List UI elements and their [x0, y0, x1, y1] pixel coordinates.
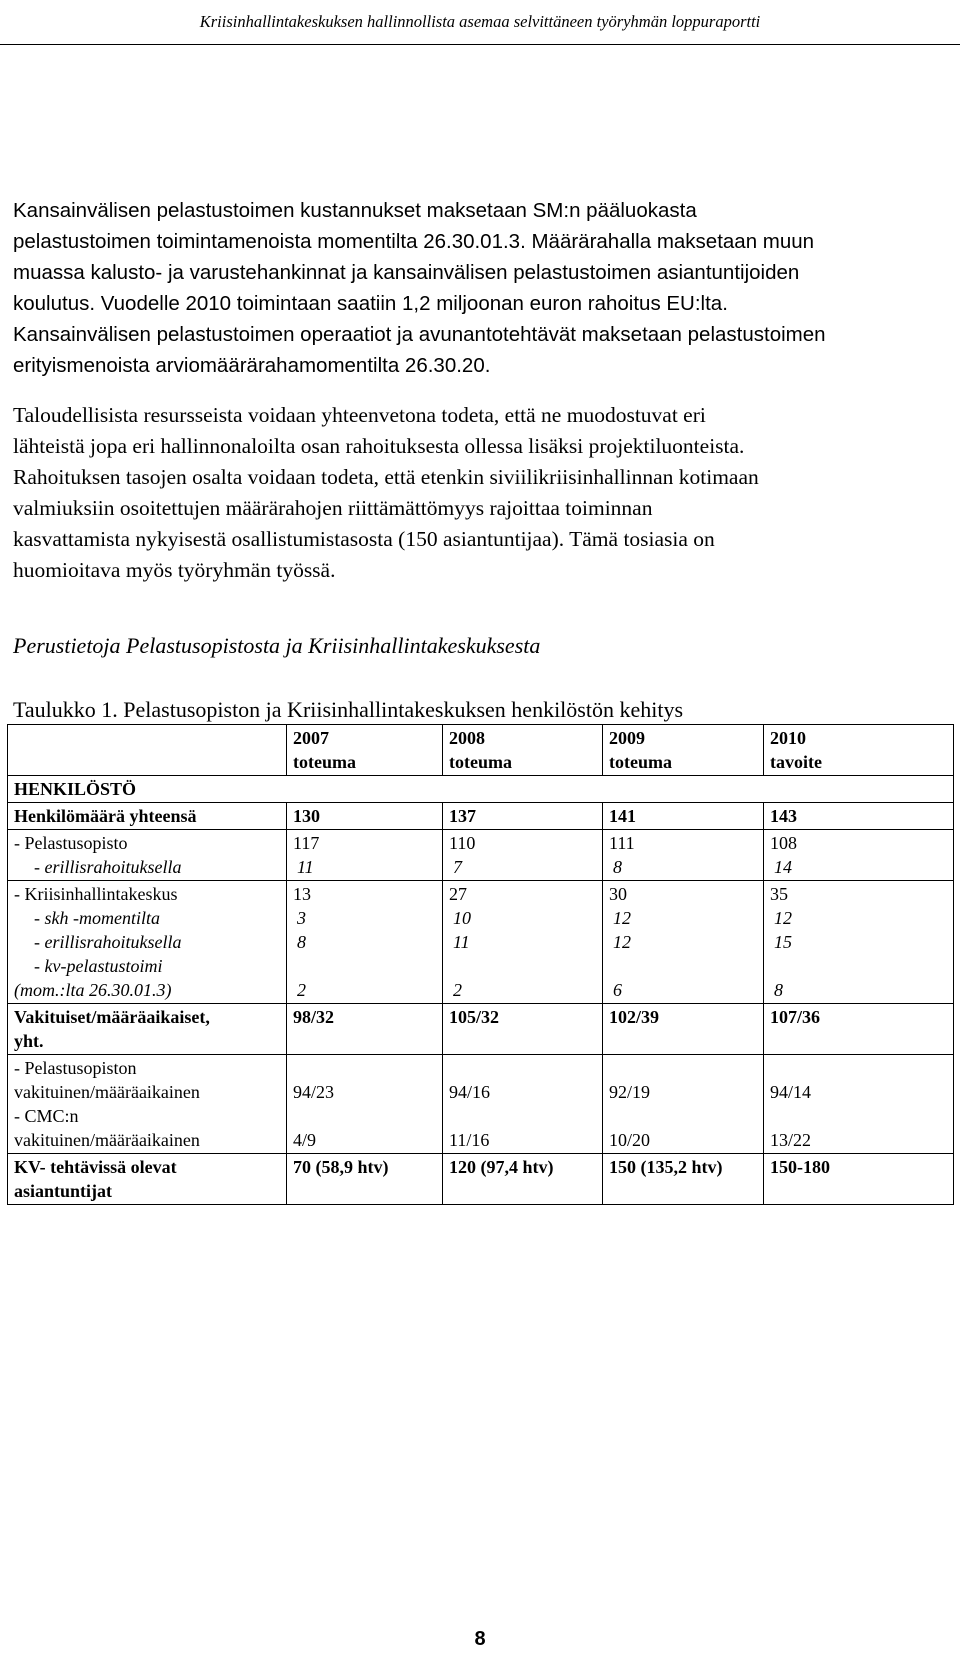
table-cell: 130 [287, 803, 443, 830]
table-caption: Taulukko 1. Pelastusopiston ja Kriisinhallintakeskuksen henkilöstön kehitys [13, 697, 684, 722]
paragraph-resources [13, 400, 943, 586]
page-number: 8 [474, 1628, 486, 1650]
paragraph-line: pelastustoimen toimintamenoista momentilta 26.30.01.3. Määrärahalla maksetaan muun [13, 230, 815, 253]
table-cell: 107/36 [764, 1004, 954, 1055]
row-label: Henkilömäärä yhteensä [8, 803, 287, 830]
header-title: Kriisinhallintakeskuksen hallinnollista asemaa selvittäneen työryhmän loppuraportti [199, 12, 761, 31]
table-cell: 102/39 [603, 1004, 764, 1055]
table-cell: 141 [603, 803, 764, 830]
row-label: - Pelastusopisto - erillisrahoituksella [8, 830, 287, 881]
header-cell-2007: 2007 toteuma [287, 725, 443, 776]
table-cell: 150-180 [764, 1154, 954, 1205]
table-cell: 92/19 10/20 [603, 1055, 764, 1154]
table-cell: 94/16 11/16 [443, 1055, 603, 1154]
paragraph-line: Kansainvälisen pelastustoimen kustannukset maksetaan SM:n pääluokasta [13, 199, 697, 222]
paragraph-line: erityismenoista arviomäärärahamomentilta 26.30.20. [13, 354, 491, 377]
table-row [8, 830, 954, 881]
table-cell: 117 11 [287, 830, 443, 881]
row-label: - Pelastusopiston vakituinen/määräaikainen - CMC:n vakituinen/määräaikainen [8, 1055, 287, 1154]
paragraph-line: lähteistä jopa eri hallinnonaloilta osan rahoituksesta ollessa lisäksi projektiluonteista. [13, 434, 745, 458]
paragraph-line: Taloudellisista resursseista voidaan yhteenvetona todeta, että ne muodostuvat eri [13, 403, 706, 427]
paragraph-line: Kansainvälisen pelastustoimen operaatiot ja avunantotehtävät maksetaan pelastustoimen [13, 323, 826, 346]
table-row [8, 881, 954, 1004]
table-cell: 27 10 11 2 [443, 881, 603, 1004]
table-row [8, 1055, 954, 1154]
header-empty-cell [8, 725, 287, 776]
header-cell-2008: 2008 toteuma [443, 725, 603, 776]
table-cell: 35 12 15 8 [764, 881, 954, 1004]
paragraph-line: muassa kalusto- ja varustehankinnat ja kansainvälisen pelastustoimen asiantuntijoiden [13, 261, 800, 284]
table-row [8, 1154, 954, 1205]
table-cell: 94/23 4/9 [287, 1055, 443, 1154]
row-label: Vakituiset/määräaikaiset, yht. [8, 1004, 287, 1055]
paragraph-line: Rahoituksen tasojen osalta voidaan todeta, että etenkin siviilikriisinhallinnan kotimaan [13, 465, 759, 489]
table-cell: 30 12 12 6 [603, 881, 764, 1004]
table-row [8, 803, 954, 830]
table-cell: 120 (97,4 htv) [443, 1154, 603, 1205]
row-label: KV- tehtävissä olevat asiantuntijat [8, 1154, 287, 1205]
staff-table [7, 724, 954, 1205]
table-cell: 111 8 [603, 830, 764, 881]
table-cell: 108 14 [764, 830, 954, 881]
table-row [8, 1004, 954, 1055]
paragraph-line: kasvattamista nykyisestä osallistumistasosta (150 asiantuntijaa). Tämä tosiasia on [13, 527, 715, 551]
section-row [8, 776, 954, 803]
paragraph-line: koulutus. Vuodelle 2010 toimintaan saatiin 1,2 miljoonan euron rahoitus EU:lta. [13, 292, 728, 315]
section-label-cell: HENKILÖSTÖ [8, 776, 954, 803]
table-cell: 143 [764, 803, 954, 830]
table-cell: 150 (135,2 htv) [603, 1154, 764, 1205]
table-cell: 13 3 8 2 [287, 881, 443, 1004]
page-header [0, 0, 960, 45]
table-cell: 70 (58,9 htv) [287, 1154, 443, 1205]
table-cell: 110 7 [443, 830, 603, 881]
table-header-row [8, 725, 954, 776]
paragraph-line: valmiuksiin osoitettujen määrärahojen riittämättömyys rajoittaa toiminnan [13, 496, 653, 520]
row-label: - Kriisinhallintakeskus - skh -momentilta - erillisrahoituksella - kv-pelastustoimi (mom.:lta 26.30.01.3) [8, 881, 287, 1004]
paragraph-line: huomioitava myös työryhmän työssä. [13, 558, 336, 582]
paragraph-funding [13, 195, 943, 381]
table-cell: 105/32 [443, 1004, 603, 1055]
table-cell: 94/14 13/22 [764, 1055, 954, 1154]
table-cell: 98/32 [287, 1004, 443, 1055]
header-cell-2010: 2010 tavoite [764, 725, 954, 776]
section-title: Perustietoja Pelastusopistosta ja Kriisinhallintakeskuksesta [13, 633, 541, 658]
header-cell-2009: 2009 toteuma [603, 725, 764, 776]
table-cell: 137 [443, 803, 603, 830]
